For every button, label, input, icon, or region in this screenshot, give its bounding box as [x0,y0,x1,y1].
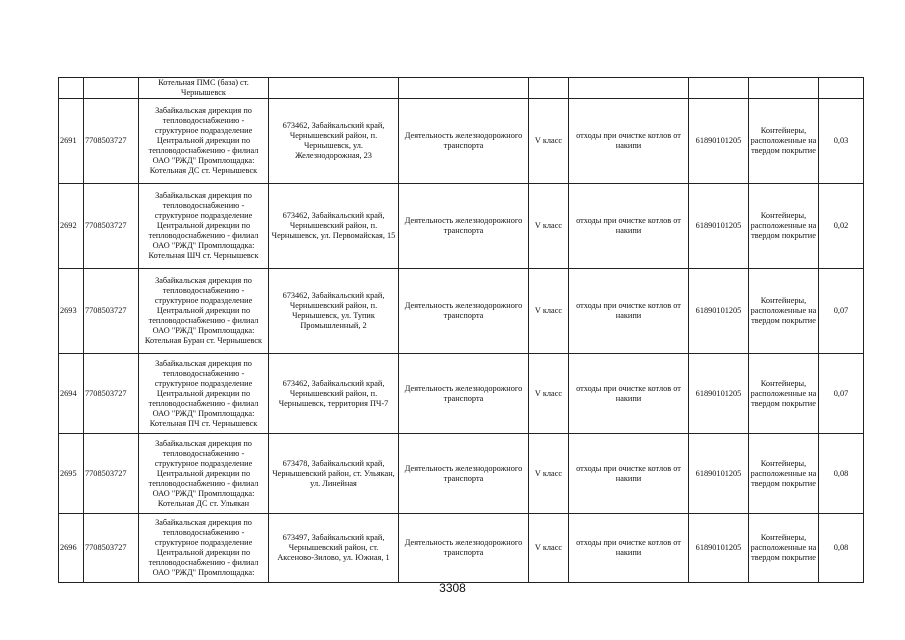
cell-waste: отходы при очистке котлов от накипи [569,184,689,269]
cell-qty: 0,08 [819,514,864,583]
cell-class [529,78,569,99]
cell-num [59,78,84,99]
cell-address: 673462, Забайкальский край, Чернышевский район, п. Чернышевск, ул. Первомайская, 15 [269,184,399,269]
cell-qty: 0,08 [819,434,864,514]
cell-activity: Деятельность железнодорожного транспорта [399,184,529,269]
cell-code: 61890101205 [689,99,749,184]
cell-address: 673497, Забайкальский край, Чернышевский район, ст. Аксеново-Зилово, ул. Южная, 1 [269,514,399,583]
cell-num: 2694 [59,354,84,434]
cell-address: 673462, Забайкальский край, Чернышевский район, п. Чернышевск, ул. Железнодорожная, 23 [269,99,399,184]
table-row [59,99,864,184]
cell-code: 61890101205 [689,269,749,354]
cell-inn: 7708503727 [84,434,139,514]
cell-org: Забайкальская дирекция по тепловодоснабжению - структурное подразделение Центральной дирекции по тепловодоснабжению - филиал ОАО "РЖД" Промплощадка: Котельная ПЧ ст. Чернышевск [139,354,269,434]
table-row [59,354,864,434]
cell-inn: 7708503727 [84,99,139,184]
cell-storage: Контейнеры, расположенные на твердом покрытие [749,184,819,269]
cell-code: 61890101205 [689,354,749,434]
cell-activity: Деятельность железнодорожного транспорта [399,269,529,354]
cell-qty [819,78,864,99]
cell-storage [749,78,819,99]
cell-waste: отходы при очистке котлов от накипи [569,514,689,583]
cell-storage: Контейнеры, расположенные на твердом покрытие [749,514,819,583]
cell-waste [569,78,689,99]
cell-org: Забайкальская дирекция по тепловодоснабжению - структурное подразделение Центральной дирекции по тепловодоснабжению - филиал ОАО "РЖД" Промплощадка: [139,514,269,583]
cell-address [269,78,399,99]
cell-waste: отходы при очистке котлов от накипи [569,434,689,514]
cell-waste: отходы при очистке котлов от накипи [569,269,689,354]
table-row [59,184,864,269]
cell-class: V класс [529,434,569,514]
cell-storage: Контейнеры, расположенные на твердом покрытие [749,354,819,434]
cell-activity: Деятельность железнодорожного транспорта [399,99,529,184]
cell-inn: 7708503727 [84,184,139,269]
cell-activity [399,78,529,99]
waste-register-table [58,77,864,583]
cell-org: Забайкальская дирекция по тепловодоснабжению - структурное подразделение Центральной дирекции по тепловодоснабжению - филиал ОАО "РЖД" Промплощадка: Котельная ДС ст. Ульякан [139,434,269,514]
cell-qty: 0,07 [819,354,864,434]
cell-org: Забайкальская дирекция по тепловодоснабжению - структурное подразделение Центральной дирекции по тепловодоснабжению - филиал ОАО "РЖД" Промплощадка: Котельная Буран ст. Чернышевск [139,269,269,354]
cell-class: V класс [529,514,569,583]
cell-address: 673478, Забайкальский край, Чернышевский район, ст. Ульякан, ул. Линейная [269,434,399,514]
cell-num: 2696 [59,514,84,583]
cell-code: 61890101205 [689,184,749,269]
cell-activity: Деятельность железнодорожного транспорта [399,354,529,434]
cell-inn: 7708503727 [84,514,139,583]
cell-inn: 7708503727 [84,354,139,434]
cell-class: V класс [529,99,569,184]
cell-qty: 0,02 [819,184,864,269]
cell-num: 2693 [59,269,84,354]
cell-num: 2691 [59,99,84,184]
page-number: 3308 [439,581,466,595]
cell-class: V класс [529,354,569,434]
table-row [59,78,864,99]
cell-activity: Деятельность железнодорожного транспорта [399,434,529,514]
table-row [59,269,864,354]
cell-inn [84,78,139,99]
table-row [59,514,864,583]
cell-num: 2692 [59,184,84,269]
cell-activity: Деятельность железнодорожного транспорта [399,514,529,583]
cell-code [689,78,749,99]
cell-address: 673462, Забайкальский край, Чернышевский район, п. Чернышевск, ул. Тупик Промышленный, 2 [269,269,399,354]
cell-org: Забайкальская дирекция по тепловодоснабжению - структурное подразделение Центральной дирекции по тепловодоснабжению - филиал ОАО "РЖД" Промплощадка: Котельная ДС ст. Чернышевск [139,99,269,184]
cell-qty: 0,07 [819,269,864,354]
cell-waste: отходы при очистке котлов от накипи [569,99,689,184]
cell-waste: отходы при очистке котлов от накипи [569,354,689,434]
cell-storage: Контейнеры, расположенные на твердом покрытие [749,434,819,514]
cell-address: 673462, Забайкальский край, Чернышевский район, п. Чернышевск, территория ПЧ-7 [269,354,399,434]
cell-org: Забайкальская дирекция по тепловодоснабжению - структурное подразделение Центральной дирекции по тепловодоснабжению - филиал ОАО "РЖД" Промплощадка: Котельная ШЧ ст. Чернышевск [139,184,269,269]
cell-storage: Контейнеры, расположенные на твердом покрытие [749,269,819,354]
cell-org: Котельная ПМС (база) ст. Чернышевск [139,78,269,99]
cell-code: 61890101205 [689,514,749,583]
cell-num: 2695 [59,434,84,514]
cell-class: V класс [529,269,569,354]
cell-qty: 0,03 [819,99,864,184]
cell-class: V класс [529,184,569,269]
cell-inn: 7708503727 [84,269,139,354]
table-row [59,434,864,514]
cell-storage: Контейнеры, расположенные на твердом покрытие [749,99,819,184]
cell-code: 61890101205 [689,434,749,514]
